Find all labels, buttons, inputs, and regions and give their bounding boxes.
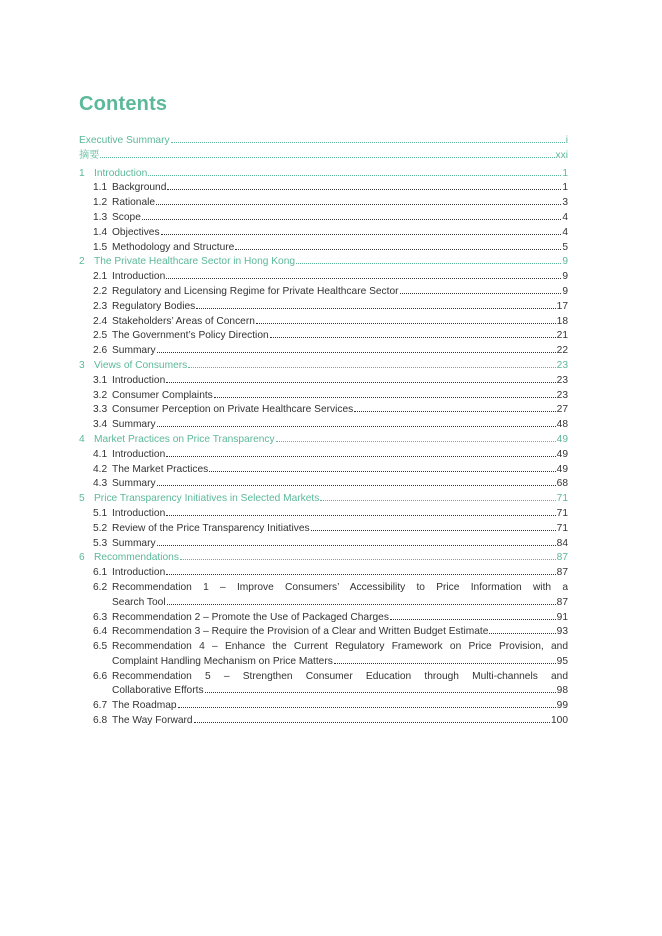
- page-number: 3: [562, 197, 568, 209]
- page-number: 93: [556, 626, 568, 638]
- page-number: 49: [556, 448, 568, 460]
- page-number: 98: [556, 685, 568, 697]
- page-number: 1: [562, 182, 568, 194]
- dot-leader: [157, 545, 556, 546]
- page-number: 91: [556, 611, 568, 623]
- section-number: 2.4: [93, 315, 108, 327]
- toc-chapter[interactable]: [79, 492, 568, 507]
- toc-chapter[interactable]: [79, 433, 568, 448]
- section-number: 4.3: [93, 478, 108, 490]
- entry-label: Summary: [112, 478, 156, 490]
- page-number: 49: [556, 433, 568, 445]
- section-number: 5.1: [93, 507, 108, 519]
- page-number: 23: [556, 389, 568, 401]
- entry-label: Scope: [112, 211, 141, 223]
- entry-label: Summary: [112, 537, 156, 549]
- section-number: 4.2: [93, 463, 108, 475]
- toc-section[interactable]: [79, 448, 568, 463]
- page-number: 18: [556, 315, 568, 327]
- toc-section[interactable]: [79, 196, 568, 211]
- entry-label: Introduction: [112, 448, 166, 460]
- entry-label: Regulatory Bodies: [112, 300, 196, 312]
- section-number: 6.2: [93, 581, 108, 593]
- page-number: 4: [562, 211, 568, 223]
- page-number: 71: [556, 522, 568, 534]
- entry-label: Introduction: [112, 271, 166, 283]
- toc-section[interactable]: [79, 181, 568, 196]
- page-number: 21: [556, 330, 568, 342]
- entry-label: Introduction: [94, 167, 148, 179]
- dot-leader: [157, 485, 556, 486]
- page-number: 4: [562, 226, 568, 238]
- page-number: 23: [556, 359, 568, 371]
- dot-leader: [400, 293, 562, 294]
- entry-label: Summary: [112, 345, 156, 357]
- toc-entry-top[interactable]: [79, 149, 568, 164]
- page-number: 99: [556, 700, 568, 712]
- toc-section[interactable]: [79, 714, 568, 729]
- entry-label: Price Transparency Initiatives in Selected Markets: [94, 493, 320, 505]
- entry-label-line: Recommendation 4 – Enhance the Current Regulatory Framework on Price Provision, and: [112, 641, 568, 653]
- page-number: 17: [556, 300, 568, 312]
- section-number: 5.2: [93, 522, 108, 534]
- entry-label: The Way Forward: [112, 715, 193, 727]
- toc-chapter[interactable]: [79, 167, 568, 182]
- toc-section[interactable]: [79, 389, 568, 404]
- page-number: 22: [556, 345, 568, 357]
- entry-label-continued: Search Tool: [112, 596, 166, 608]
- section-number: 3.2: [93, 389, 108, 401]
- section-number: 2.5: [93, 330, 108, 342]
- entry-label-line: [112, 596, 568, 611]
- entry-label: Background: [112, 182, 167, 194]
- entry-label-continued: Collaborative Efforts: [112, 685, 204, 697]
- entry-label: [112, 581, 568, 611]
- page-number: 87: [556, 596, 568, 608]
- section-number: 2.2: [93, 285, 108, 297]
- section-number: 1.1: [93, 182, 108, 194]
- contents-page: [79, 93, 568, 729]
- section-number: 1: [79, 167, 85, 179]
- toc-section[interactable]: [79, 507, 568, 522]
- entry-label: [112, 670, 568, 700]
- toc-chapter[interactable]: [79, 359, 568, 374]
- entry-label: The Market Practices: [112, 463, 209, 475]
- toc-section[interactable]: [79, 344, 568, 359]
- page-number: 100: [551, 715, 568, 727]
- dot-leader: [205, 692, 556, 693]
- toc-section[interactable]: [79, 270, 568, 285]
- dot-leader: [100, 157, 554, 158]
- entry-label: Methodology and Structure: [112, 241, 235, 253]
- entry-label: Recommendations: [94, 552, 179, 564]
- page-number: 87: [556, 552, 568, 564]
- entry-label: Views of Consumers: [94, 359, 188, 371]
- entry-label: 摘要: [79, 149, 100, 161]
- dot-leader: [156, 204, 561, 205]
- dot-leader: [334, 663, 556, 664]
- toc-chapter[interactable]: [79, 551, 568, 566]
- section-number: 3: [79, 359, 85, 371]
- dot-leader: [166, 456, 555, 457]
- dot-leader: [296, 263, 561, 264]
- entry-label: Executive Summary: [79, 135, 170, 146]
- toc-chapter[interactable]: [79, 255, 568, 270]
- entry-label: Introduction: [112, 507, 166, 519]
- toc-section[interactable]: [79, 241, 568, 256]
- section-number: 1.2: [93, 197, 108, 209]
- toc-section[interactable]: [79, 566, 568, 581]
- toc-section[interactable]: [79, 625, 568, 640]
- page-number: 87: [556, 567, 568, 579]
- toc-section[interactable]: [79, 211, 568, 226]
- dot-leader: [157, 426, 556, 427]
- toc-section[interactable]: [79, 315, 568, 330]
- section-number: 4.1: [93, 448, 108, 460]
- section-number: 4: [79, 433, 85, 445]
- entry-label: Recommendation 3 – Require the Provision of a Clear and Written Budget Estimate: [112, 626, 489, 638]
- page-number: 27: [556, 404, 568, 416]
- entry-label: Rationale: [112, 197, 156, 209]
- dot-leader: [157, 352, 556, 353]
- entry-label-line: Recommendation 5 – Strengthen Consumer Education through Multi-channels and: [112, 670, 568, 682]
- entry-label: Introduction: [112, 567, 166, 579]
- page-number: 71: [556, 507, 568, 519]
- page-number: xxi: [555, 149, 568, 161]
- dot-leader: [167, 604, 556, 605]
- page-number: 5: [562, 241, 568, 253]
- dot-leader: [142, 219, 561, 220]
- entry-label-line: [112, 684, 568, 699]
- dot-leader: [311, 530, 556, 531]
- dot-leader: [178, 707, 556, 708]
- page-number: i: [565, 135, 568, 146]
- entry-label: Recommendation 2 – Promote the Use of Packaged Charges: [112, 611, 389, 623]
- entry-label: The Roadmap: [112, 700, 177, 712]
- toc-section[interactable]: [79, 640, 568, 670]
- section-number: 6.3: [93, 611, 108, 623]
- entry-label: Review of the Price Transparency Initiatives: [112, 522, 310, 534]
- page-number: 9: [562, 285, 568, 297]
- section-number: 6.7: [93, 700, 108, 712]
- section-number: 5.3: [93, 537, 108, 549]
- toc-section[interactable]: [79, 699, 568, 714]
- toc-section[interactable]: [79, 581, 568, 611]
- dot-leader: [166, 515, 555, 516]
- table-of-contents: [79, 134, 568, 729]
- toc-section[interactable]: [79, 300, 568, 315]
- page-number: 49: [556, 463, 568, 475]
- section-number: 2.3: [93, 300, 108, 312]
- toc-section[interactable]: [79, 611, 568, 626]
- page-number: 9: [562, 271, 568, 283]
- entry-label: Regulatory and Licensing Regime for Private Healthcare Sector: [112, 285, 399, 297]
- toc-section[interactable]: [79, 374, 568, 389]
- page-number: 95: [556, 655, 568, 667]
- page-number: 9: [562, 256, 568, 268]
- page-title: Contents: [79, 93, 168, 115]
- entry-label-line: Recommendation 1 – Improve Consumers’ Accessibility to Price Information with a: [112, 581, 568, 593]
- section-number: 3.4: [93, 419, 108, 431]
- page-number: 48: [556, 419, 568, 431]
- dot-leader: [489, 633, 555, 634]
- toc-section[interactable]: [79, 477, 568, 492]
- entry-label: Consumer Complaints: [112, 389, 213, 401]
- page-number: 23: [556, 374, 568, 386]
- entry-label: Summary: [112, 419, 156, 431]
- section-number: 6.1: [93, 567, 108, 579]
- section-number: 6.6: [93, 670, 108, 682]
- dot-leader: [320, 500, 555, 501]
- dot-leader: [180, 559, 556, 560]
- dot-leader: [354, 411, 555, 412]
- page-number: 71: [556, 493, 568, 505]
- section-number: 1.3: [93, 211, 108, 223]
- dot-leader: [194, 722, 550, 723]
- toc-section[interactable]: [79, 285, 568, 300]
- entry-label-continued: Complaint Handling Mechanism on Price Matters: [112, 655, 333, 667]
- entry-label: The Government’s Policy Direction: [112, 330, 269, 342]
- dot-leader: [166, 382, 555, 383]
- dot-leader: [166, 278, 561, 279]
- dot-leader: [161, 234, 562, 235]
- toc-entry-top[interactable]: [79, 134, 568, 149]
- section-number: 3.3: [93, 404, 108, 416]
- entry-label: Introduction: [112, 374, 166, 386]
- dot-leader: [214, 397, 556, 398]
- page-number: 68: [556, 478, 568, 490]
- entry-label: The Private Healthcare Sector in Hong Kong: [94, 256, 296, 268]
- section-number: 6.4: [93, 626, 108, 638]
- page-number: 1: [562, 167, 568, 179]
- entry-label: Market Practices on Price Transparency: [94, 433, 275, 445]
- section-number: 3.1: [93, 374, 108, 386]
- entry-label: Objectives: [112, 226, 160, 238]
- toc-section[interactable]: [79, 329, 568, 344]
- section-number: 6.8: [93, 715, 108, 727]
- toc-section[interactable]: [79, 418, 568, 433]
- dot-leader: [270, 337, 556, 338]
- toc-section[interactable]: [79, 463, 568, 478]
- entry-label: [112, 640, 568, 670]
- section-number: 6: [79, 552, 85, 564]
- section-number: 2: [79, 256, 85, 268]
- dot-leader: [167, 189, 561, 190]
- dot-leader: [196, 308, 555, 309]
- toc-section[interactable]: [79, 670, 568, 700]
- dot-leader: [148, 175, 561, 176]
- dot-leader: [256, 323, 556, 324]
- section-number: 2.6: [93, 345, 108, 357]
- dot-leader: [276, 441, 556, 442]
- section-number: 2.1: [93, 271, 108, 283]
- dot-leader: [390, 619, 556, 620]
- toc-section[interactable]: [79, 537, 568, 552]
- toc-section[interactable]: [79, 403, 568, 418]
- dot-leader: [166, 574, 555, 575]
- page-number: 84: [556, 537, 568, 549]
- toc-section[interactable]: [79, 226, 568, 241]
- entry-label: Consumer Perception on Private Healthcare Services: [112, 404, 354, 416]
- section-number: 1.5: [93, 241, 108, 253]
- section-number: 5: [79, 493, 85, 505]
- dot-leader: [188, 367, 555, 368]
- dot-leader: [209, 471, 555, 472]
- entry-label-line: [112, 655, 568, 670]
- entry-label: Stakeholders’ Areas of Concern: [112, 315, 255, 327]
- toc-section[interactable]: [79, 522, 568, 537]
- section-number: 6.5: [93, 641, 108, 653]
- dot-leader: [171, 142, 565, 143]
- section-number: 1.4: [93, 226, 108, 238]
- dot-leader: [235, 249, 561, 250]
